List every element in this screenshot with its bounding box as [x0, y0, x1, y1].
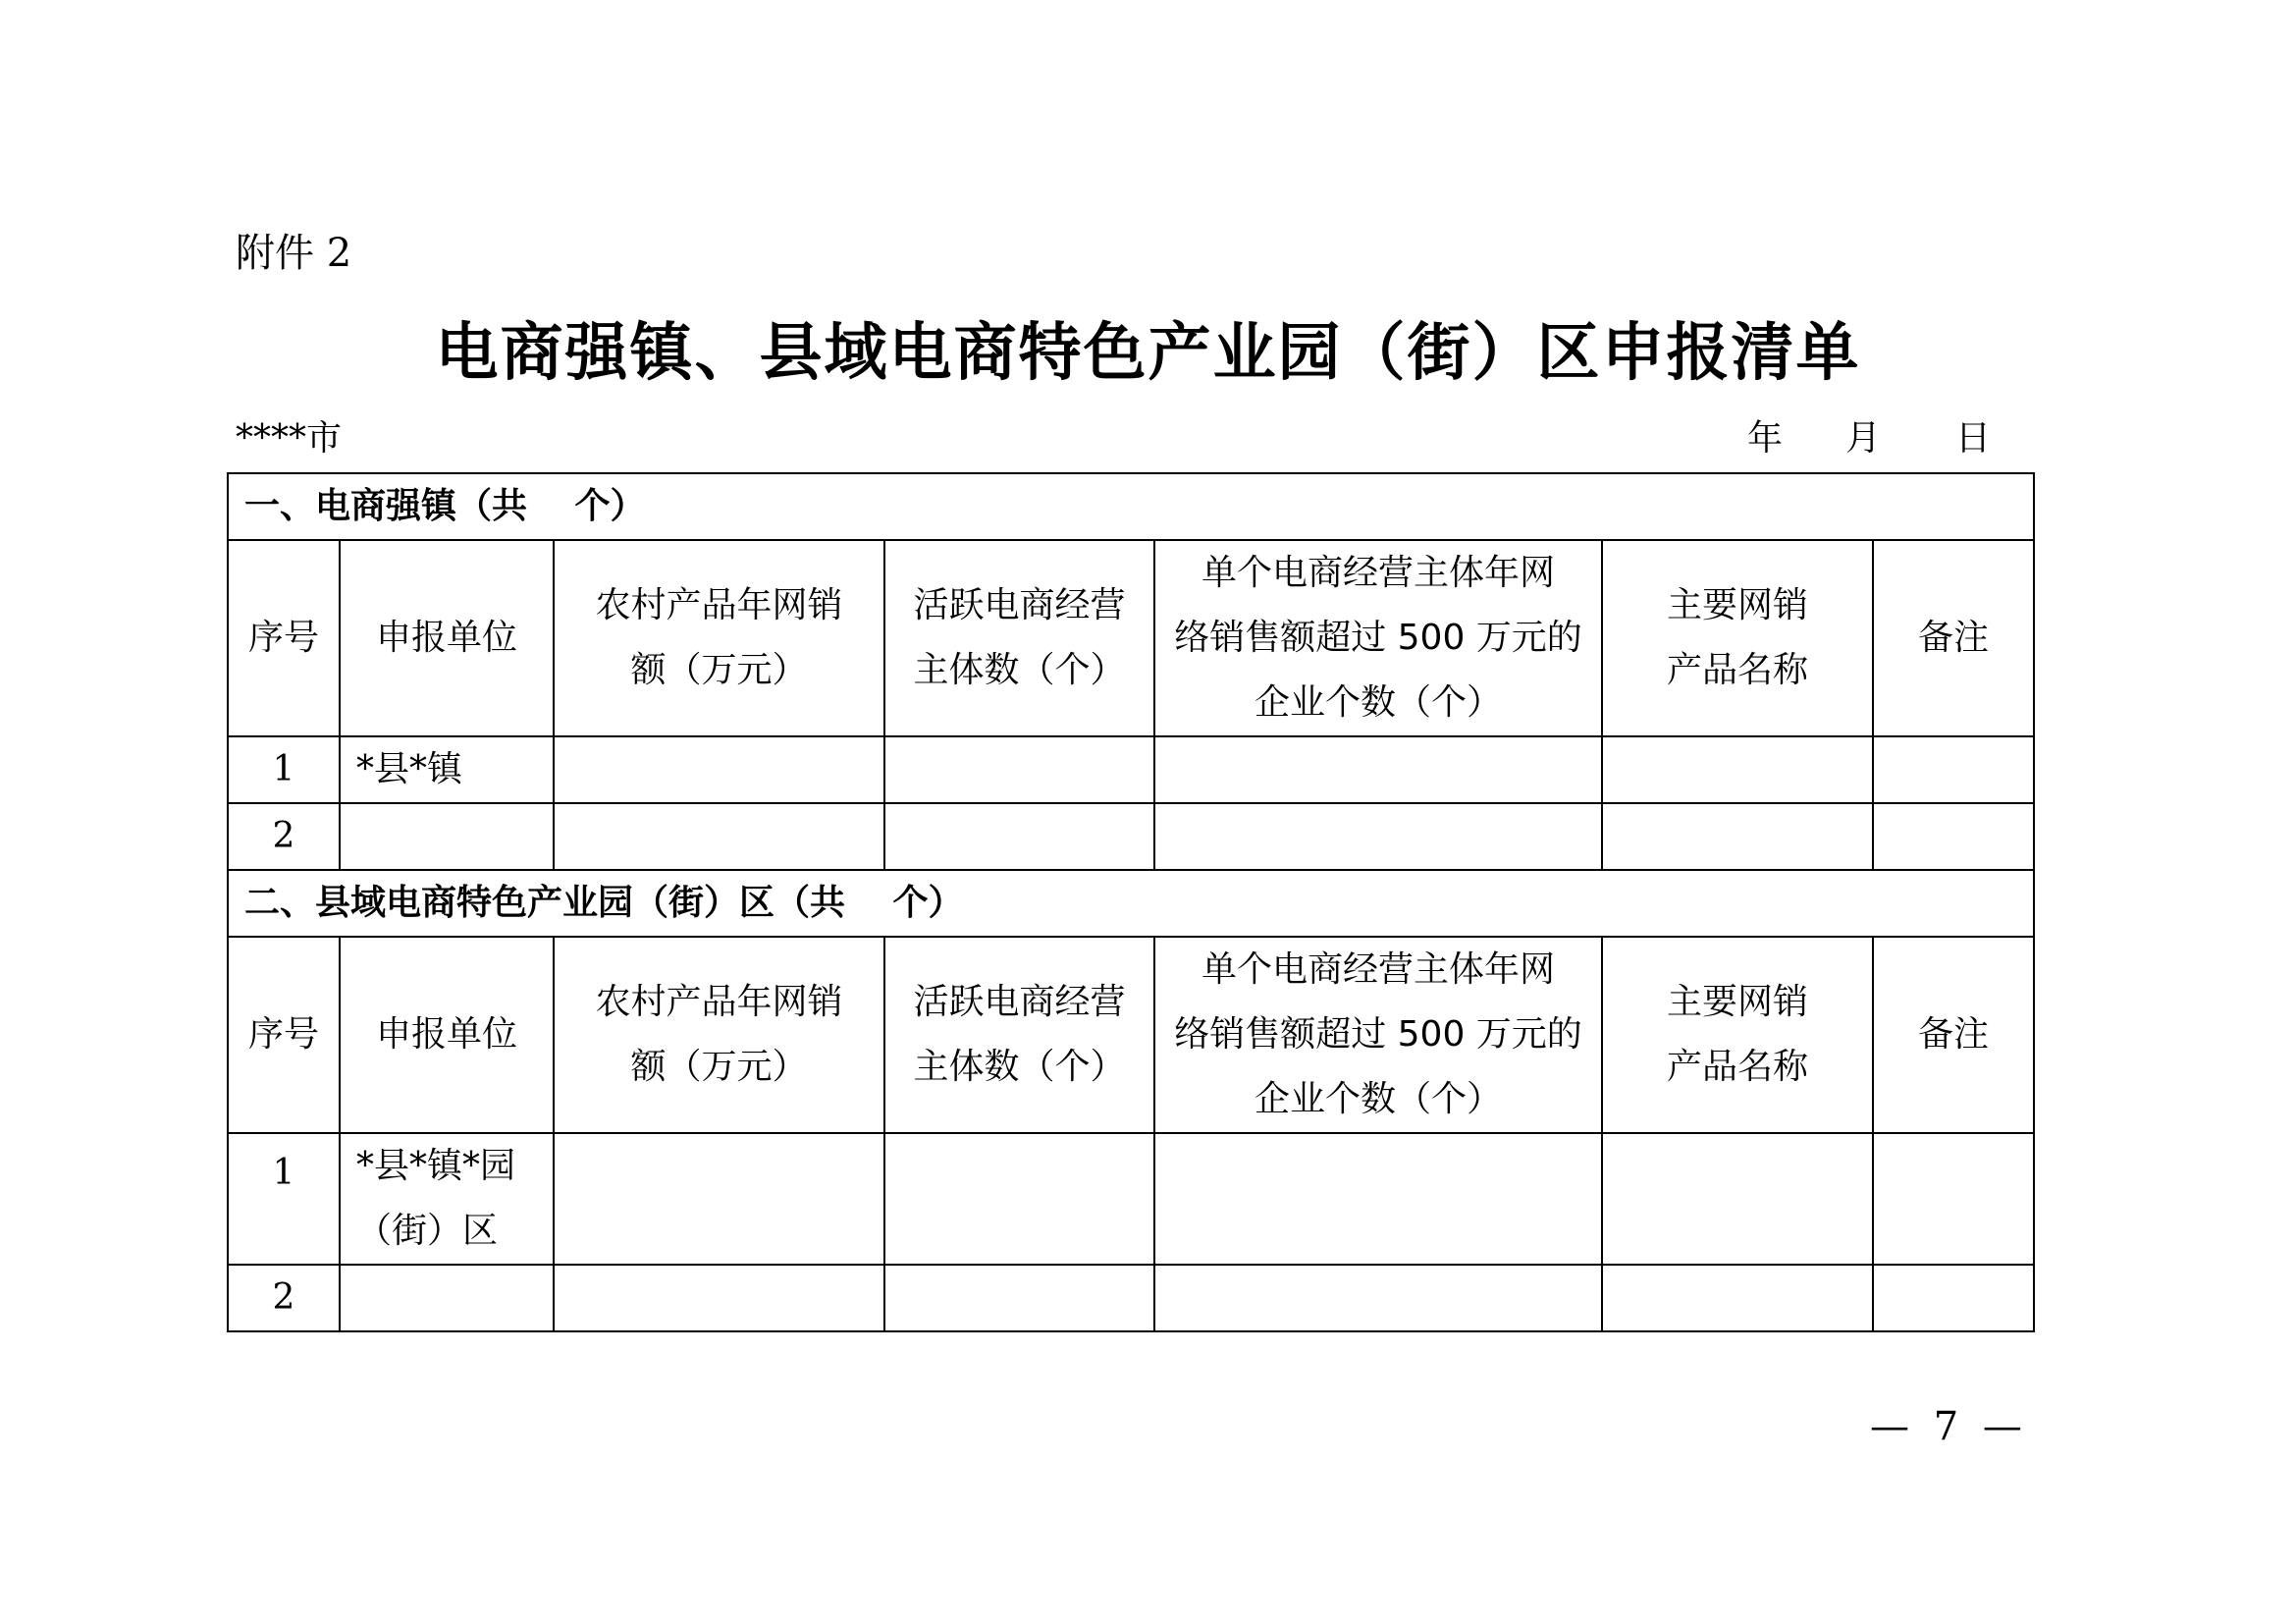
header-unit: 申报单位 — [340, 937, 554, 1133]
header-enterprises — [1154, 540, 1602, 736]
cell-empty — [884, 1133, 1154, 1265]
cell-empty — [1602, 803, 1873, 870]
cell-empty — [1154, 803, 1602, 870]
cell-empty — [1873, 1133, 2034, 1265]
header-line: 单个电商经营主体年网 — [1201, 949, 1555, 990]
cell-unit — [340, 1133, 554, 1265]
cell-empty — [1602, 736, 1873, 803]
header-line: 农村产品年网销 — [595, 585, 843, 625]
cell-empty — [554, 1133, 884, 1265]
document-title: 电商强镇、县域电商特色产业园（街）区申报清单 — [435, 317, 1861, 390]
header-remarks: 备注 — [1873, 540, 2034, 736]
header-sales — [554, 937, 884, 1133]
header-active — [884, 540, 1154, 736]
cell-unit — [340, 1265, 554, 1331]
header-line: 活跃电商经营 — [913, 585, 1126, 625]
cell-empty — [554, 1265, 884, 1331]
cell-empty — [884, 803, 1154, 870]
date-month: 月 — [1845, 418, 1882, 459]
cell-empty — [884, 736, 1154, 803]
column-header-row — [228, 540, 2034, 736]
section-title: 二、县域电商特色产业园（街）区（共 个） — [228, 870, 2034, 937]
cell-unit-line: （街）区 — [356, 1211, 499, 1251]
header-active — [884, 937, 1154, 1133]
cell-empty — [1154, 1133, 1602, 1265]
header-line: 企业个数（个） — [1254, 1079, 1502, 1119]
cell-unit-line: *县*镇*园 — [356, 1146, 516, 1186]
header-line: 单个电商经营主体年网 — [1201, 553, 1555, 593]
date-year: 年 — [1747, 418, 1784, 459]
table-row — [228, 736, 2034, 803]
cell-empty — [554, 803, 884, 870]
cell-empty — [1873, 1265, 2034, 1331]
page-number: — 7 — — [1870, 1404, 2028, 1449]
header-products — [1602, 540, 1873, 736]
header-products — [1602, 937, 1873, 1133]
application-list-table — [227, 472, 2035, 1332]
header-seq: 序号 — [228, 937, 340, 1133]
header-line: 络销售额超过 500 万元的 — [1174, 1014, 1582, 1055]
cell-empty — [1602, 1265, 1873, 1331]
date-day: 日 — [1955, 418, 1992, 459]
cell-empty — [1602, 1133, 1873, 1265]
header-line: 主体数（个） — [913, 650, 1126, 690]
cell-seq: 1 — [228, 1133, 340, 1265]
header-unit: 申报单位 — [340, 540, 554, 736]
header-sales — [554, 540, 884, 736]
header-line: 主要网销 — [1666, 585, 1808, 625]
city-label: ****市 — [236, 418, 343, 459]
header-line: 络销售额超过 500 万元的 — [1174, 618, 1582, 658]
header-line: 企业个数（个） — [1254, 682, 1502, 723]
cell-seq: 1 — [228, 736, 340, 803]
header-line: 额（万元） — [630, 650, 808, 690]
cell-empty — [884, 1265, 1154, 1331]
cell-empty — [1154, 736, 1602, 803]
header-line: 额（万元） — [630, 1047, 808, 1087]
section-title: 一、电商强镇（共 个） — [228, 473, 2034, 540]
cell-empty — [554, 736, 884, 803]
attachment-label: 附件 2 — [236, 231, 352, 276]
cell-seq: 2 — [228, 1265, 340, 1331]
section-header — [228, 473, 2034, 540]
section-header — [228, 870, 2034, 937]
cell-empty — [1873, 736, 2034, 803]
cell-unit — [340, 803, 554, 870]
cell-empty — [1154, 1265, 1602, 1331]
cell-seq: 2 — [228, 803, 340, 870]
column-header-row — [228, 937, 2034, 1133]
header-line: 主要网销 — [1666, 982, 1808, 1022]
header-seq: 序号 — [228, 540, 340, 736]
table-row — [228, 1265, 2034, 1331]
header-line: 农村产品年网销 — [595, 982, 843, 1022]
header-line: 产品名称 — [1666, 650, 1808, 690]
table-row — [228, 1133, 2034, 1265]
header-line: 主体数（个） — [913, 1047, 1126, 1087]
header-line: 活跃电商经营 — [913, 982, 1126, 1022]
cell-empty — [1873, 803, 2034, 870]
table-row — [228, 803, 2034, 870]
header-enterprises — [1154, 937, 1602, 1133]
cell-unit: *县*镇 — [340, 736, 554, 803]
header-remarks: 备注 — [1873, 937, 2034, 1133]
header-line: 产品名称 — [1666, 1047, 1808, 1087]
date-line — [1747, 410, 1991, 460]
